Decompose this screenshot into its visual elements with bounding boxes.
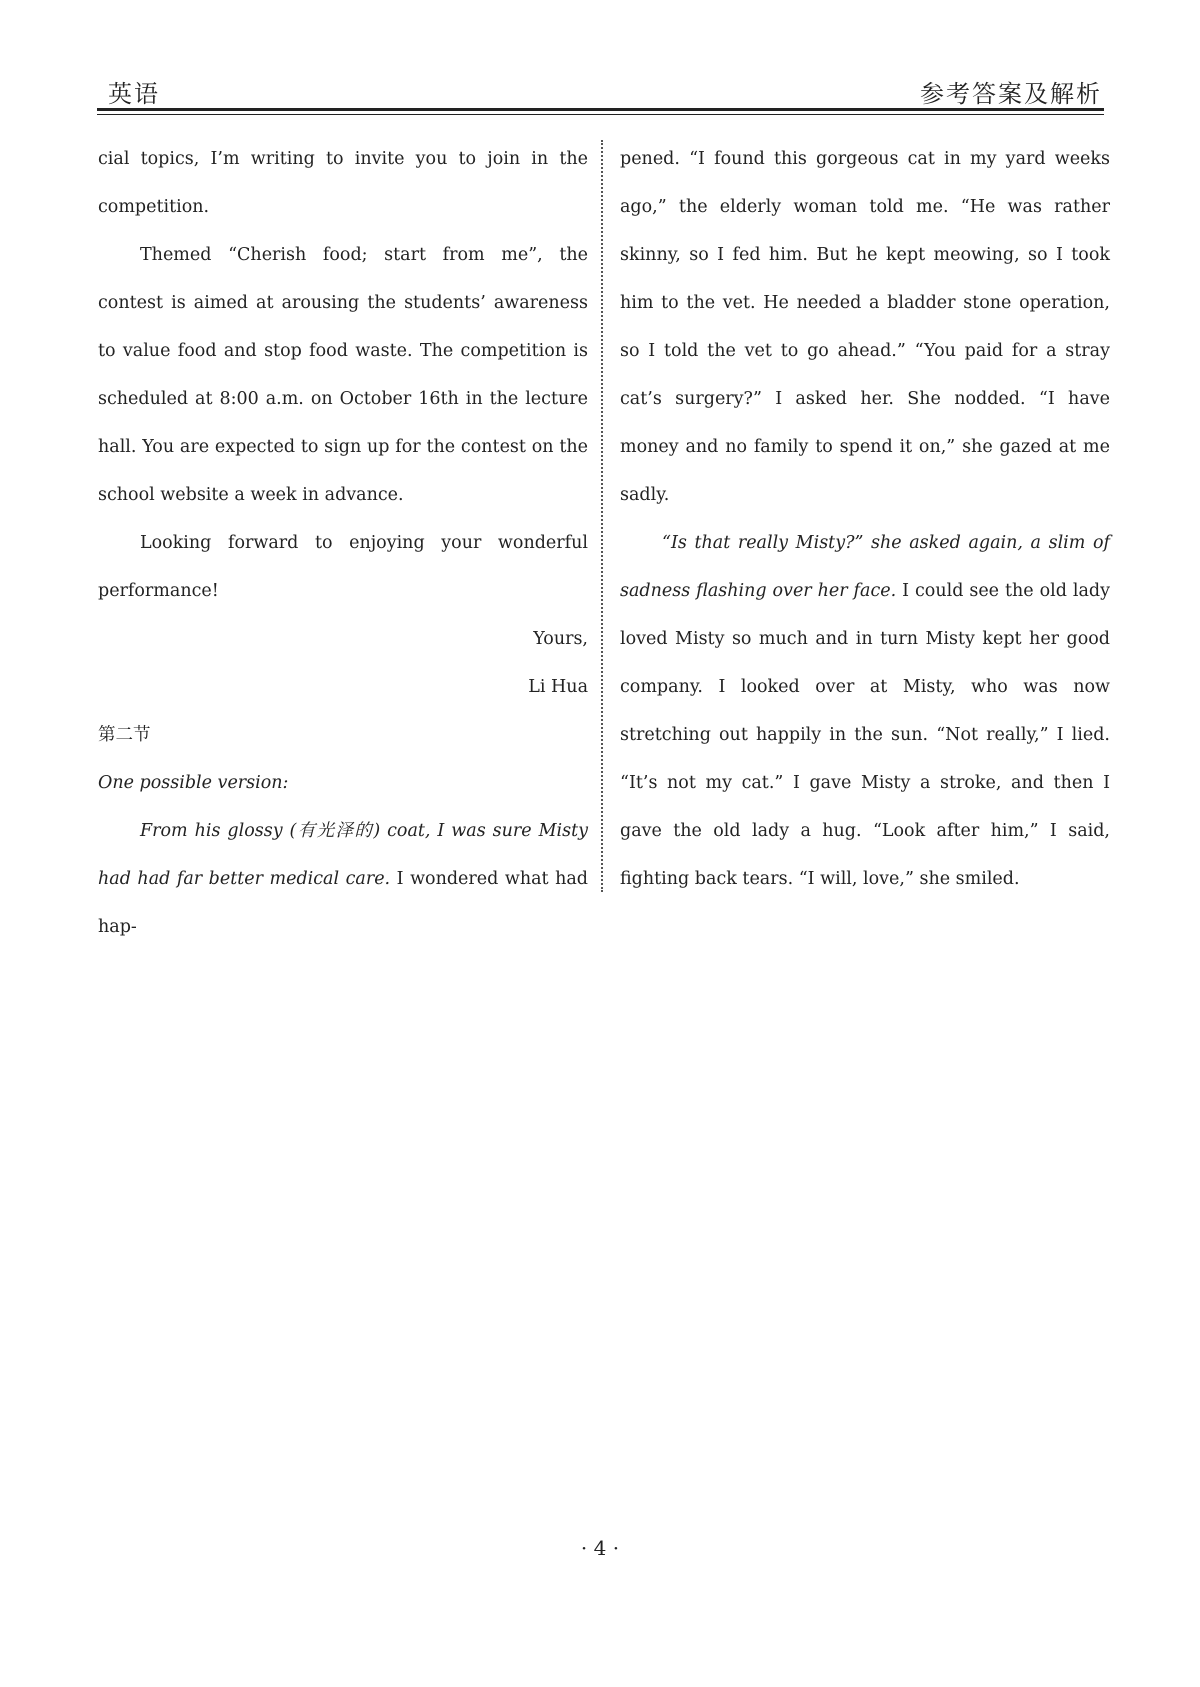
right-paragraph-2-italic: “Is that really Misty?” she asked again, a slim of sadness flashing over her face. bbox=[620, 533, 1110, 601]
letter-closing: Yours, bbox=[533, 629, 588, 649]
column-divider bbox=[601, 140, 603, 892]
left-paragraph-4 bbox=[98, 807, 588, 951]
left-column bbox=[98, 135, 588, 951]
header-section-title: 参考答案及解析 bbox=[920, 80, 1102, 108]
header-rule-thick bbox=[97, 108, 1104, 111]
right-paragraph-1: pened. “I found this gorgeous cat in my yard weeks ago,” the elderly woman told me. “He was rather skinny, so I fed him. But he kept meowing, so I took him to the vet. He needed a bladder stone operation, so I told the vet to go ahead.” “You paid for a stray cat’s surgery?” I asked her. She nodded. “I have money and no family to spend it on,” she gazed at me sadly. bbox=[620, 149, 1110, 505]
section-title: 第二节 bbox=[98, 725, 151, 745]
header-subject: 英语 bbox=[108, 80, 160, 108]
right-column bbox=[620, 135, 1110, 903]
left-paragraph-1: cial topics, I’m writing to invite you to join in the competition. bbox=[98, 149, 588, 217]
left-paragraph-4-rest: I wondered what had hap- bbox=[98, 869, 588, 937]
right-paragraph-2-rest: I could see the old lady loved Misty so much and in turn Misty kept her good company. I looked over at Misty, who was now stretching out happily in the sun. “Not really,” I lied. “It’s not my cat.” I gave Misty a stroke, and then I gave the old lady a hug. “Look after him,” I said, fighting back tears. “I will, love,” she smiled. bbox=[620, 581, 1110, 889]
left-paragraph-4-italic: From his glossy (有光泽的) coat, I was sure Misty had had far better medical care. bbox=[98, 821, 588, 889]
left-paragraph-2: Themed “Cherish food; start from me”, the contest is aimed at arousing the students’ awareness to value food and stop food waste. The competition is scheduled at 8:00 a.m. on October 16th in the lecture hall. You are expected to sign up for the contest on the school website a week in advance. bbox=[98, 245, 588, 505]
header-rule-thin bbox=[97, 114, 1104, 115]
left-paragraph-3: Looking forward to enjoying your wonderful performance! bbox=[98, 533, 588, 601]
right-paragraph-2 bbox=[620, 519, 1110, 903]
page-number: · 4 · bbox=[580, 1536, 620, 1560]
letter-signature: Li Hua bbox=[528, 677, 588, 697]
version-label: One possible version: bbox=[98, 773, 289, 793]
